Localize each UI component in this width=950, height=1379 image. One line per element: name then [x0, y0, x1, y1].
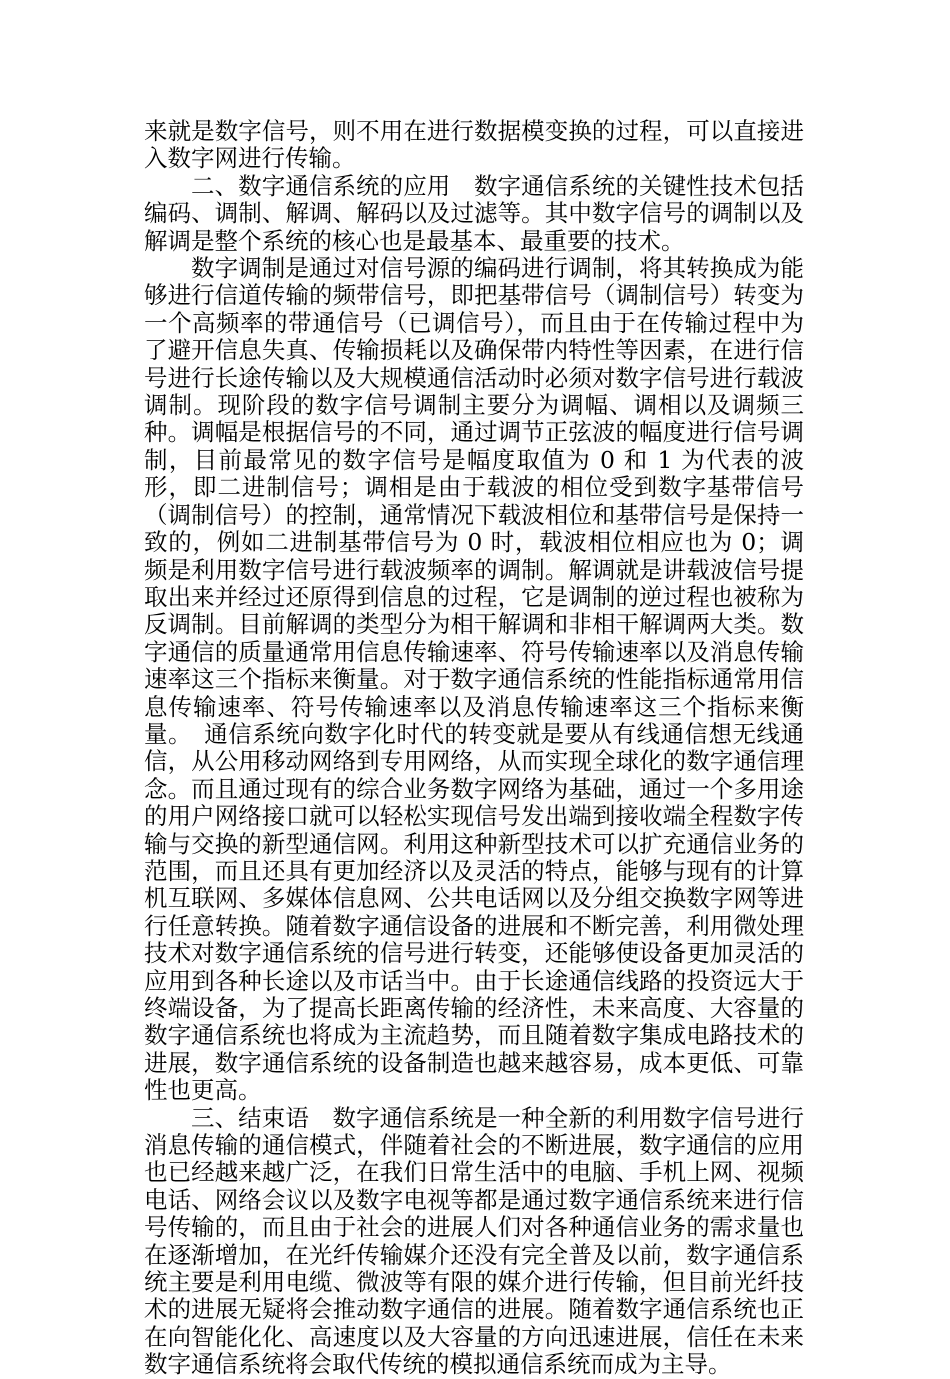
paragraph-section-three-conclusion: 三、结束语 数字通信系统是一种全新的利用数字信号进行消息传输的通信模式，伴随着社会的不断进展，数字通信的应用也已经越来越广泛，在我们日常生活中的电脑、手机上网、视频电话、网络会议以及数字电视等都是通过数字通信系统来进行信号传输的，而且由于社会的进展人们对各种通信业务的需求量也在逐渐增加，在光纤传输媒介还没有完全普及以前，数字通信系统主要是利用电缆、微波等有限的媒介进行传输，但目前光纤技术的进展无疑将会推动数字通信的进展。随着数字通信系统也正在向智能化化、高速度以及大容量的方向迅速进展，信任在未来数字通信系统将会取代传统的模拟通信系统而成为主导。 [144, 1103, 804, 1379]
paragraph-section-two-applications: 二、数字通信系统的应用 数字通信系统的关键性技术包括编码、调制、解调、解码以及过滤等。其中数字信号的调制以及解调是整个系统的核心也是最基本、最重要的技术。 [144, 171, 804, 255]
document-body [144, 118, 804, 1379]
paragraph-digital-modulation: 数字调制是通过对信号源的编码进行调制，将其转换成为能够进行信道传输的频带信号，即把基带信号（调制信号）转变为一个高频率的带通信号（已调信号），而且由于在传输过程中为了避开信息失真、传输损耗以及确保带内特性等因素，在进行信号进行长途传输以及大规模通信活动时必须对数字信号进行载波调制。现阶段的数字信号调制主要分为调幅、调相以及调频三种。调幅是根据信号的不同，通过调节正弦波的幅度进行信号调制，目前最常见的数字信号是幅度取值为 0 和 1 为代表的波形，即二进制信号；调相是由于载波的相位受到数字基带信号（调制信号）的控制，通常情况下载波相位和基带信号是保持一致的，例如二进制基带信号为 0 时，载波相位相应也为 0；调频是利用数字信号进行载波频率的调制。解调就是讲载波信号提取出来并经过还原得到信息的过程，它是调制的逆过程也被称为反调制。目前解调的类型分为相干解调和非相干解调两大类。数字通信的质量通常用信息传输速率、符号传输速率以及消息传输速率这三个指标来衡量。对于数字通信系统的性能指标通常用信息传输速率、符号传输速率以及消息传输速率这三个指标来衡量。 通信系统向数字化时代的转变就是要从有线通信想无线通信，从公用移动网络到专用网络，从而实现全球化的数字通信理念。而且通过现有的综合业务数字网络为基础，通过一个多用途的用户网络接口就可以轻松实现信号发出端到接收端全程数字传输与交换的新型通信网。利用这种新型技术可以扩充通信业务的范围，而且还具有更加经济以及灵活的特点，能够与现有的计算机互联网、多媒体信息网、公共电话网以及分组交换数字网等进行任意转换。随着数字通信设备的进展和不断完善，利用微处理技术对数字通信系统的信号进行转变，还能够使设备更加灵活的应用到各种长途以及市话当中。由于长途通信线路的投资远大于终端设备，为了提高长距离传输的经济性，未来高度、大容量的数字通信系统也将成为主流趋势，而且随着数字集成电路技术的进展，数字通信系统的设备制造也越来越容易，成本更低、可靠性也更高。 [144, 254, 804, 1105]
paragraph-continuation: 来就是数字信号，则不用在进行数据模变换的过程，可以直接进入数字网进行传输。 [144, 117, 804, 173]
